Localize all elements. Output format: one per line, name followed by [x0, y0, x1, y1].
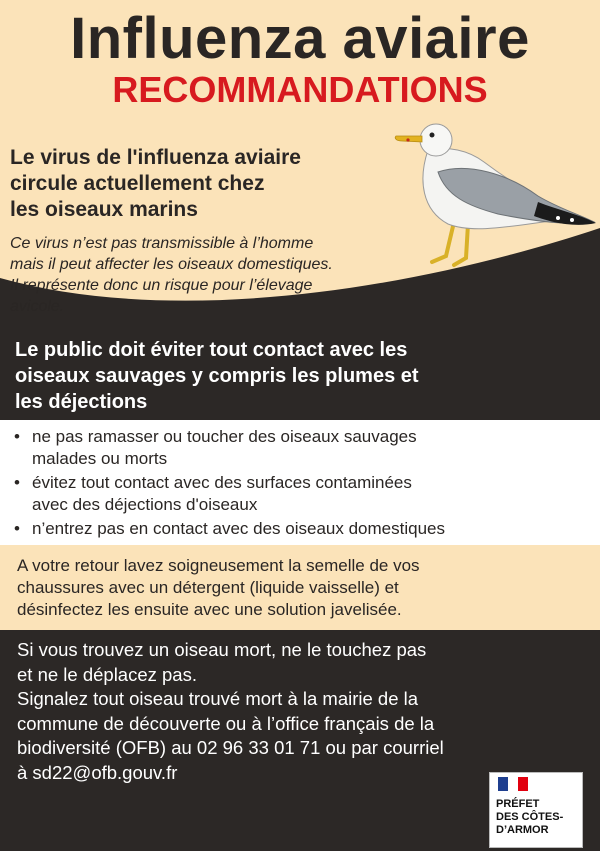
list-item [0, 426, 600, 470]
warning-line: Le public doit éviter tout contact avec les [15, 339, 408, 361]
intro-line: avicole. [10, 298, 65, 315]
wash-instructions [17, 555, 592, 621]
headline-line: Le virus de l'influenza aviaire [10, 146, 301, 169]
list-item-text: ne pas ramasser ou toucher des oiseaux sauvages [32, 427, 417, 446]
prefet-logo [489, 772, 583, 848]
list-item-text: avec des déjections d'oiseaux [32, 495, 258, 514]
warning-line: les déjections [15, 391, 148, 413]
intro-line: mais il peut affecter les oiseaux domestiques. [10, 256, 333, 273]
report-instructions [17, 638, 597, 785]
list-item [0, 472, 600, 516]
headline [10, 145, 430, 223]
recommendations-list [0, 420, 600, 540]
warning-text [15, 337, 590, 415]
list-item [0, 518, 600, 540]
intro-line: Ce virus n’est pas transmissible à l’homme [10, 235, 314, 252]
list-item-text: évitez tout contact avec des surfaces contaminées [32, 473, 412, 492]
page-title: Influenza aviaire [70, 6, 530, 71]
headline-line: circule actuellement chez [10, 172, 265, 195]
wash-line: A votre retour lavez soigneusement la semelle de vos [17, 556, 420, 575]
report-line: Signalez tout oiseau trouvé mort à la mairie de la [17, 688, 419, 709]
bullet-icon: • [14, 473, 20, 492]
seagull-illustration [388, 110, 600, 270]
wash-instructions-panel [0, 545, 600, 630]
warning-line: oiseaux sauvages y compris les plumes et [15, 365, 419, 387]
wash-line: désinfectez les ensuite avec une solution javelisée. [17, 600, 402, 619]
logo-line: PRÉFET [496, 798, 540, 810]
report-line: à sd22@ofb.gouv.fr [17, 761, 178, 783]
bullet-icon: • [14, 519, 20, 538]
report-line: Si vous trouvez un oiseau mort, ne le touchez pas [17, 639, 427, 660]
logo-line: D’ARMOR [496, 824, 549, 836]
intro-text [10, 233, 450, 317]
report-line: biodiversité (OFB) au 02 96 33 01 71 ou par courriel [17, 737, 444, 758]
report-line: et ne le déplacez pas. [17, 663, 197, 685]
intro-line: Il représente donc un risque pour l’élevage [10, 277, 313, 294]
bullet-icon: • [14, 427, 20, 446]
page-subtitle: RECOMMANDATIONS [112, 69, 488, 110]
logo-line: DES CÔTES- [496, 811, 564, 823]
list-item-text: n’entrez pas en contact avec des oiseaux domestiques [32, 519, 445, 538]
recommendations-panel [0, 420, 600, 545]
report-line: commune de découverte ou à l’office français de la [17, 712, 435, 734]
headline-line: les oiseaux marins [10, 198, 198, 221]
list-item-text: malades ou morts [32, 449, 168, 468]
prefet-logo-text [496, 798, 582, 837]
french-flag-icon [498, 777, 528, 791]
wash-line: chaussures avec un détergent (liquide vaisselle) et [17, 578, 399, 597]
